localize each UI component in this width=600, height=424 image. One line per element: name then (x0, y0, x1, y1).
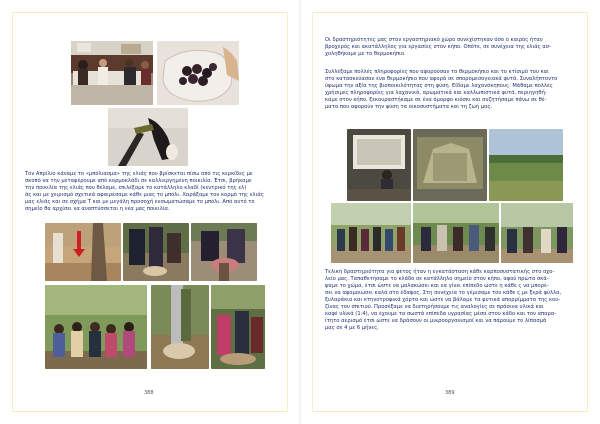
right-page (312, 12, 588, 412)
right-paragraph-3: Τελική δραστηριότητα για φέτος ήταν η εγκατάσταση κάθε καρποσυστατικής στο σχο- λείο μας. Ταπαθετήσαμε το κλάδο σε κατάλληλο σημείο στον κήπο, αφού πρώτα σκά- ψαμε το χώμα, έτσι ώστε να μαλακώσει και να γίνει επίπεδο ώστε η κάθε ς να μπορέ- σει να αφομοιώσει καλά στο έδαφος. Στη συνέχεια το γέμισαμε του κάθε ς με ξερά φύλλα, ξυλαράκια και κτηνοτροφικά χόρτα και ώστε να βάλαμε τα φυτικά απορρίμματα της κου- ζίνας του σπιτιού. Προσέξαμε να διατηρήσουμε τις αναλογίες σε πράσινα υλικά και καφέ υλικά (1:4), να έχουμε τα σωστά επίπεδα υγρασίας μέσα στον κάδο και τον απαρα- ίτητο αερισμό έτσι ώστε να δράσουν οι μικροοργανισμοί και να πάρουμε το λίπασμά μας σε 4 με 6 μήνες. (325, 269, 562, 331)
lecture-photo (347, 129, 411, 201)
right-paragraph-2: Συλλέξαμε πολλές πληροφορίες που αφορούσαν το θερμοκήπιο και το κτίσιμό του και στο κατασκεύασαν ένα θερμοκήπιο που αφορά σε σπορομεσογειακά φυτά. Συναλήπτοντο ύψωμα την αξία της βιοποικιλότητας στη φύση. Είδαμε λαχανόκηπους. Μάθαμε πολλές χρήσιμες πληροφορίες για λαχανικά, αρωματικά και καλλωπιστικά φυτά, περιηγηθή- καμε στον κήπο, ξεκουραστήκαμε σε ένα όμορφο κιόσκι και συζητήσαμε πάνω σε θέ- ματα που αφορούν την φύση τα οικοσυστήματα και τη ζωή μας. (325, 69, 558, 110)
children-group-photo (45, 285, 147, 369)
sapling-photo (151, 285, 209, 369)
garden-field-photo (489, 129, 563, 201)
children-around-tree-photo (211, 285, 265, 369)
left-page-number: 388 (144, 390, 154, 396)
left-paragraph: Τον Απρίλιο κάναμε το «μπόλιασμα» της ελιάς που βρίσκεται πίσω από τις κερκίδες με σκοπό να την μεταφέρουμε από κορμοκλάδι σε καλλιεργημένη ποικιλία. Έτσι, βρήκαμε την ποικιλία της ελιάς που θέλαμε, επιλέξαμε το κατάλληλο κλαδί (κεντρικό της ελ) άς και με χειρισμό σχετικά αφαιρέσαμε κάθε μιας το μπόλι. Χαράξαμε τον κορμό της ελιάς μας ελιάς και σε σχήμα Τ και με μεγάλη προσοχή ενσωματώσαμε το μπόλι. Από αυτό το σημείο θα αρχίσει να αναπτύσσεται η νέα μας ποικιλία. (25, 171, 264, 212)
visit-group-photo-3 (501, 203, 573, 263)
visit-group-photo-2 (413, 203, 499, 263)
left-page (12, 12, 288, 412)
classroom-photo (71, 41, 153, 105)
book-gutter (299, 0, 301, 424)
olives-bag-photo (157, 41, 239, 105)
visit-group-photo-1 (331, 203, 411, 263)
grafting-cut-photo (108, 108, 188, 166)
greenhouse-slide-photo (413, 129, 487, 201)
children-grafting-photo (123, 223, 189, 281)
wrapping-graft-photo (191, 223, 257, 281)
right-page-number: 389 (445, 390, 455, 396)
graft-trunk-arrow-photo (45, 223, 121, 281)
right-paragraph-1: Οι δραστηριότητες μας στον εργαστηριακό χώρο συνεχίστηκαν όσο ο καιρός ήταν βροχερός και ακατάλληλος για εργασίες στον κήπο. Οπότε, σε συνέχεια της ελιάς ασ- χοληθήκαμε με το θερμοκήπιο. (325, 37, 551, 57)
